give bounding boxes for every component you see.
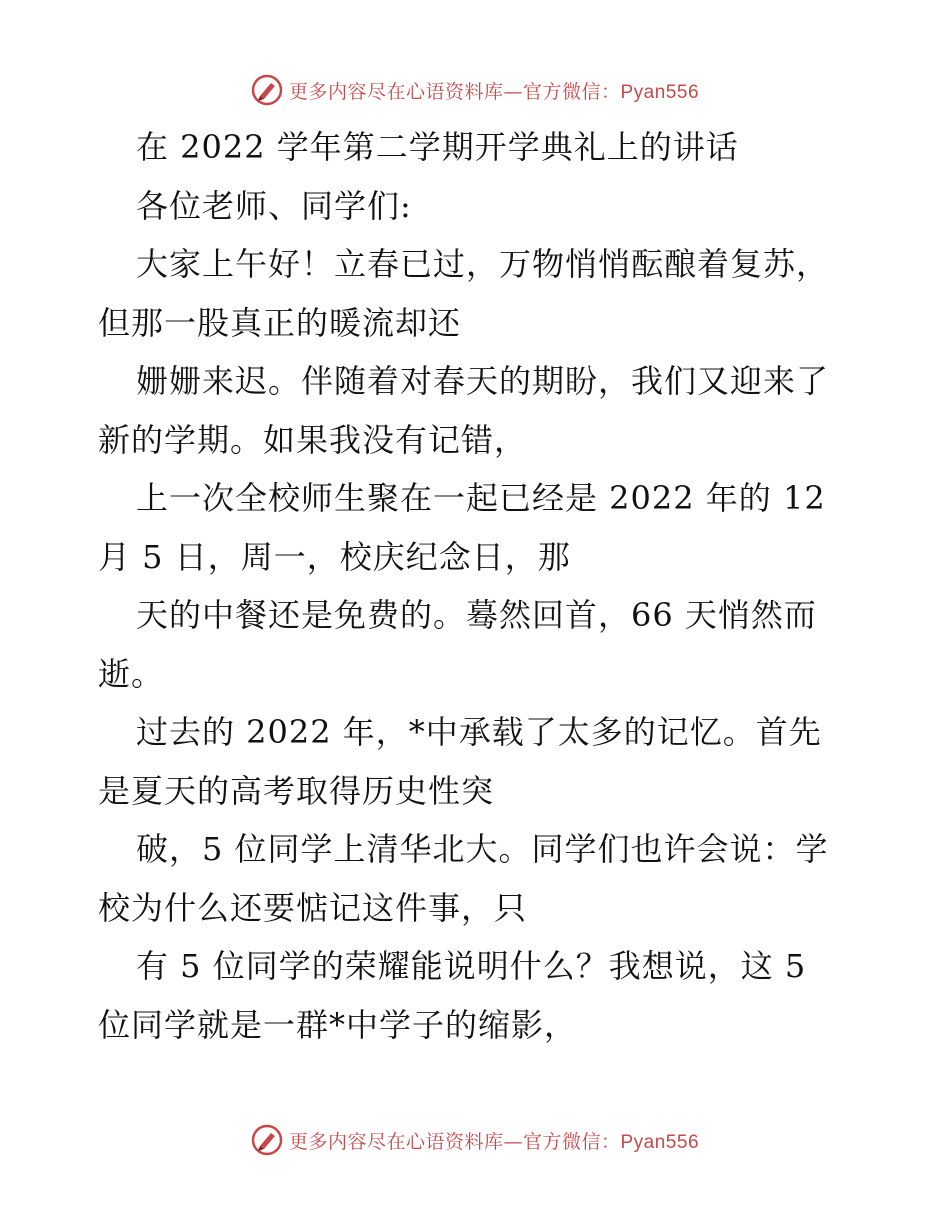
text-line: 破，5 位同学上清华北大。同学们也许会说：学 xyxy=(136,830,829,868)
text-line: 位同学就是一群*中学子的缩影， xyxy=(98,1005,578,1044)
text-line: 新的学期。如果我没有记错， xyxy=(98,420,528,459)
text-line: 校为什么还要惦记这件事，只 xyxy=(98,888,528,927)
text-line: 姗姗来迟。伴随着对春天的期盼，我们又迎来了 xyxy=(136,362,830,400)
pen-logo-icon xyxy=(251,1124,283,1156)
pen-logo-icon xyxy=(251,74,283,106)
header-watermark xyxy=(0,70,950,110)
text-line: 在 2022 学年第二学期开学典礼上的讲话 xyxy=(136,128,739,166)
text-line: 月 5 日，周一，校庆纪念日，那 xyxy=(98,537,571,576)
watermark-wechat-text: 官方微信： xyxy=(522,80,621,103)
text-line: 有 5 位同学的荣耀能说明什么？我想说，这 5 xyxy=(136,947,807,985)
watermark-brand-text: 更多内容尽在心语资料库 xyxy=(288,80,504,103)
text-line: 但那一股真正的暖流却还 xyxy=(98,303,462,342)
text-line: 过去的 2022 年，*中承载了太多的记忆。首先 xyxy=(136,713,822,751)
text-line: 天的中餐还是免费的。蓦然回首，66 天悄然而 xyxy=(136,596,817,634)
watermark-wechat-id: Pyan556 xyxy=(620,1131,700,1153)
text-line: 各位老师、同学们: xyxy=(136,186,412,225)
text-line: 逝。 xyxy=(98,654,165,693)
text-line: 上一次全校师生聚在一起已经是 2022 年的 12 xyxy=(136,479,826,517)
text-line: 是夏天的高考取得历史性突 xyxy=(98,771,495,810)
watermark-dash: — xyxy=(503,80,523,103)
footer-watermark xyxy=(0,1120,950,1160)
document-body xyxy=(98,118,858,1054)
text-line: 大家上午好！立春已过，万物悄悄酝酿着复苏， xyxy=(136,245,830,283)
watermark-wechat-text: 官方微信： xyxy=(522,1130,621,1153)
watermark-dash: — xyxy=(503,1130,523,1153)
watermark-brand-text: 更多内容尽在心语资料库 xyxy=(288,1130,504,1153)
watermark-wechat-id: Pyan556 xyxy=(620,81,700,103)
